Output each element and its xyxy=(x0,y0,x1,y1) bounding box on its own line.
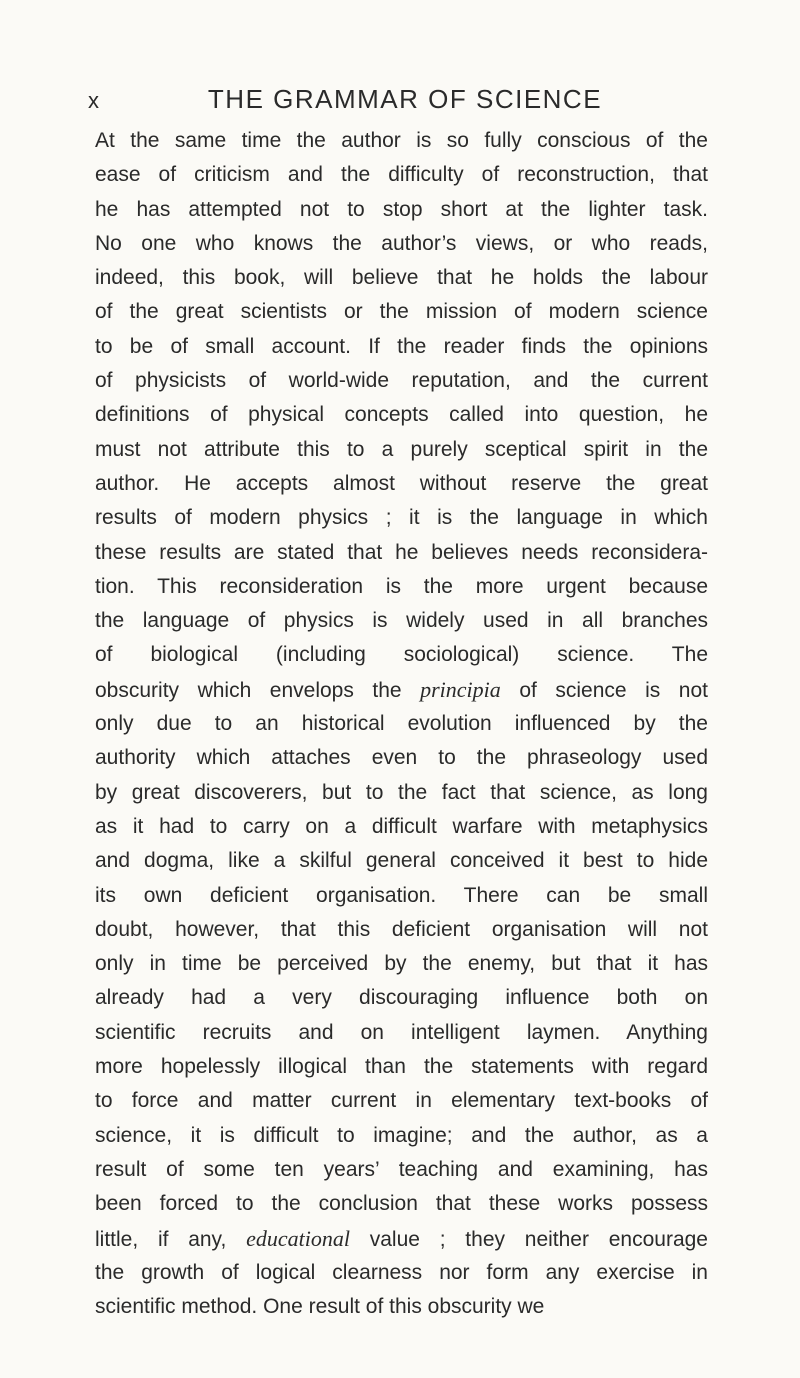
text-line xyxy=(95,433,708,467)
text-line xyxy=(95,1016,708,1050)
text-line xyxy=(95,158,708,192)
text-line xyxy=(95,124,708,158)
text-line xyxy=(95,1084,708,1118)
text-line xyxy=(95,981,708,1015)
text-segment: results of modern physics ; it is the language in which xyxy=(95,506,708,530)
text-segment: result of some ten years’ teaching and examining, has xyxy=(95,1157,708,1181)
text-segment: little, if any, xyxy=(95,1227,247,1251)
text-segment: of science is not xyxy=(500,678,708,702)
text-line xyxy=(95,261,708,295)
text-segment: scientific recruits and on intelligent laymen. Anything xyxy=(95,1020,708,1044)
text-line xyxy=(95,1256,708,1290)
text-line xyxy=(95,570,708,604)
italic-term: educational xyxy=(246,1225,350,1251)
text-segment: only due to an historical evolution influenced by the xyxy=(95,712,708,736)
text-segment: At the same time the author is so fully conscious of the xyxy=(95,129,708,152)
text-line xyxy=(95,947,708,981)
text-segment: the language of physics is widely used in all branches xyxy=(95,609,708,633)
text-line xyxy=(95,193,708,227)
text-segment: obscurity which envelops the xyxy=(95,678,421,702)
text-line xyxy=(95,330,708,364)
text-line xyxy=(95,1119,708,1153)
text-line xyxy=(95,1290,708,1324)
text-segment: and dogma, like a skilful general conceived it best to hide xyxy=(95,849,708,873)
text-segment: its own deficient organisation. There can be small xyxy=(95,883,708,907)
text-line xyxy=(95,879,708,913)
text-segment: he has attempted not to stop short at the lighter task. xyxy=(95,197,708,221)
text-segment: No one who knows the author’s views, or who reads, xyxy=(95,231,708,255)
text-segment: ease of criticism and the difficulty of reconstruction, that xyxy=(95,163,708,187)
text-line xyxy=(95,501,708,535)
text-segment: these results are stated that he believes needs reconsidera- xyxy=(95,540,708,564)
text-line xyxy=(95,673,708,707)
text-segment: as it had to carry on a difficult warfare with metaphysics xyxy=(95,814,708,838)
text-segment: of the great scientists or the mission of modern science xyxy=(95,300,708,324)
text-line xyxy=(95,398,708,432)
italic-term: principia xyxy=(420,676,501,702)
text-line xyxy=(95,364,708,398)
text-segment: more hopelessly illogical than the statements with regard xyxy=(95,1055,708,1079)
text-segment: doubt, however, that this deficient organisation will not xyxy=(95,917,708,941)
text-segment: been forced to the conclusion that these works possess xyxy=(95,1192,708,1216)
text-segment: scientific method. One result of this obscurity we xyxy=(95,1295,545,1319)
page-number: x xyxy=(88,88,100,113)
text-line xyxy=(95,227,708,261)
text-line xyxy=(95,1050,708,1084)
text-line xyxy=(95,536,708,570)
text-line xyxy=(95,604,708,638)
text-line xyxy=(95,1187,708,1221)
text-line xyxy=(95,638,708,672)
text-segment: only in time be perceived by the enemy, but that it has xyxy=(95,952,708,976)
text-segment: science, it is difficult to imagine; and the author, as a xyxy=(95,1123,708,1147)
text-line xyxy=(95,776,708,810)
text-line xyxy=(95,844,708,878)
running-title: THE GRAMMAR OF SCIENCE xyxy=(207,84,603,114)
text-line xyxy=(95,707,708,741)
body-text xyxy=(95,124,708,1324)
text-segment: to be of small account. If the reader finds the opinions xyxy=(95,334,708,358)
text-segment: indeed, this book, will believe that he holds the labour xyxy=(95,266,708,290)
text-segment: value ; they neither encourage xyxy=(349,1227,708,1251)
text-segment: tion. This reconsideration is the more urgent because xyxy=(95,574,708,598)
text-segment: by great discoverers, but to the fact that science, as long xyxy=(95,780,708,804)
text-segment: already had a very discouraging influence both on xyxy=(95,986,708,1010)
text-segment: author. He accepts almost without reserve the great xyxy=(95,471,708,495)
text-segment: the growth of logical clearness nor form any exercise in xyxy=(95,1260,708,1284)
text-segment: authority which attaches even to the phraseology used xyxy=(95,746,708,770)
text-line xyxy=(95,913,708,947)
text-line xyxy=(95,467,708,501)
text-segment: of biological (including sociological) science. The xyxy=(95,643,708,667)
text-segment: of physicists of world-wide reputation, and the current xyxy=(95,369,708,393)
text-line xyxy=(95,1222,708,1256)
text-line xyxy=(95,741,708,775)
text-line xyxy=(95,1153,708,1187)
text-segment: must not attribute this to a purely sceptical spirit in the xyxy=(95,437,708,461)
text-segment: definitions of physical concepts called into question, he xyxy=(95,403,708,427)
text-line xyxy=(95,810,708,844)
text-segment: to force and matter current in elementary text-books of xyxy=(95,1089,708,1113)
text-line xyxy=(95,295,708,329)
